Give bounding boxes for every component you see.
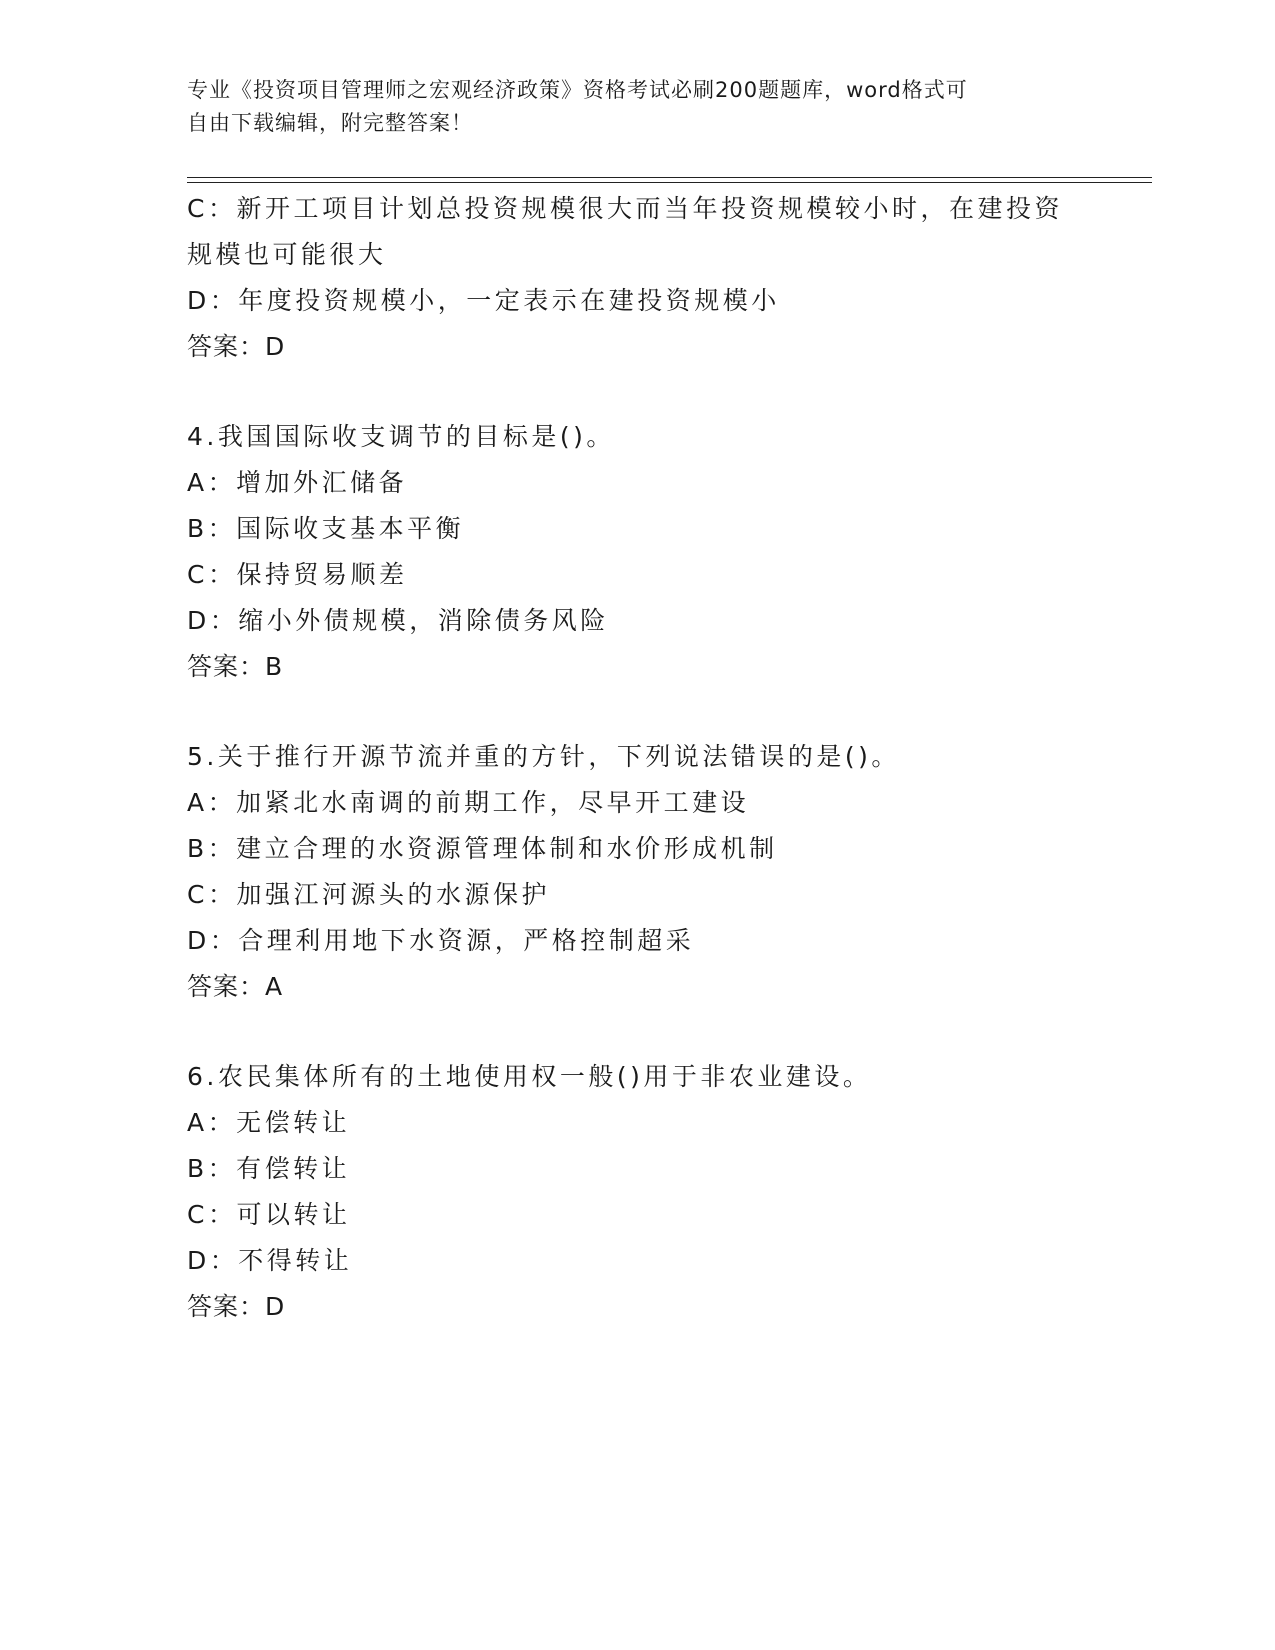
- header-rule-top: [187, 177, 1152, 178]
- question-stem: 4.我国国际收支调节的目标是()。: [187, 422, 615, 451]
- option-c-continued: 规模也可能很大: [187, 240, 387, 269]
- option-c: C：加强江河源头的水源保护: [187, 880, 550, 909]
- question-3-continued: [187, 186, 1087, 370]
- option-b: B：有偿转让: [187, 1154, 351, 1183]
- option-a: A：加紧北水南调的前期工作，尽早开工建设: [187, 788, 750, 817]
- option-a: A：增加外汇储备: [187, 468, 408, 497]
- document-header: [187, 74, 1067, 140]
- question-stem: 6.农民集体所有的土地使用权一般()用于非农业建设。: [187, 1062, 872, 1091]
- document-body: [187, 186, 1087, 1330]
- answer: 答案：D: [187, 332, 286, 361]
- question-6: [187, 1054, 1087, 1330]
- option-c: C：新开工项目计划总投资规模很大而当年投资规模较小时，在建投资: [187, 194, 1063, 223]
- option-b: B：国际收支基本平衡: [187, 514, 465, 543]
- answer: 答案：D: [187, 1292, 286, 1321]
- option-d: D：不得转让: [187, 1246, 353, 1275]
- option-d: D：合理利用地下水资源，严格控制超采: [187, 926, 695, 955]
- option-d: D：年度投资规模小，一定表示在建投资规模小: [187, 286, 780, 315]
- question-5: [187, 734, 1087, 1010]
- option-c: C：保持贸易顺差: [187, 560, 408, 589]
- option-c: C：可以转让: [187, 1200, 351, 1229]
- answer: 答案：A: [187, 972, 284, 1001]
- option-a: A：无偿转让: [187, 1108, 351, 1137]
- header-line-2: 自由下载编辑，附完整答案！: [187, 111, 473, 135]
- option-d: D：缩小外债规模，消除债务风险: [187, 606, 609, 635]
- option-b: B：建立合理的水资源管理体制和水价形成机制: [187, 834, 778, 863]
- question-4: [187, 414, 1087, 690]
- question-stem: 5.关于推行开源节流并重的方针，下列说法错误的是()。: [187, 742, 900, 771]
- header-line-1: 专业《投资项目管理师之宏观经济政策》资格考试必刷200题题库，word格式可: [187, 78, 968, 102]
- answer: 答案：B: [187, 652, 284, 681]
- header-rule-bottom: [187, 182, 1152, 183]
